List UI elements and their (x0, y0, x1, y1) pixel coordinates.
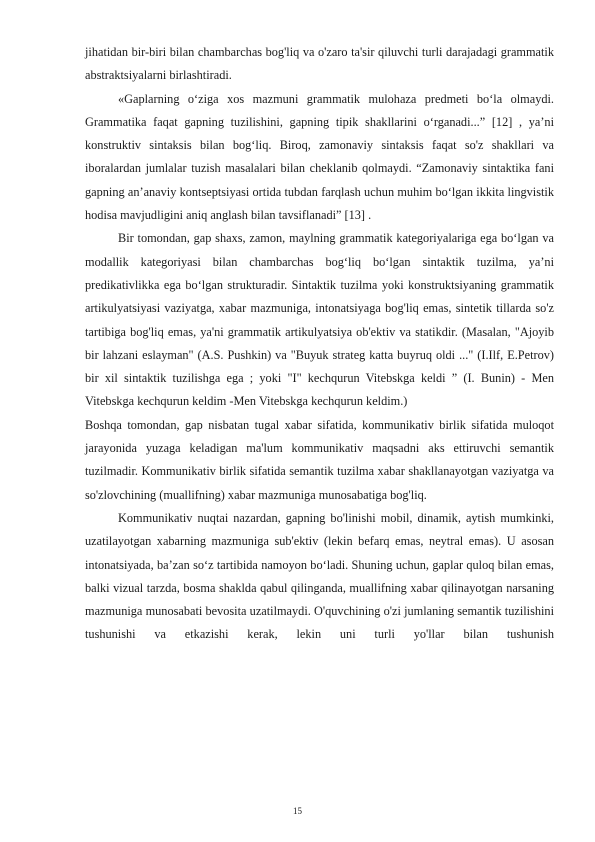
page-number: 15 (293, 806, 302, 816)
paragraph-4: Boshqa tomondan, gap nisbatan tugal xabar sifatida, kommunikativ birlik sifatida muloqot jarayonida yuzaga keladigan ma'lum kommunikativ maqsadni aks ettiruvchi semantik tuzilmadir. Kommunikativ birlik sifatida semantik tuzilma xabar shakllanayotgan vaziyatga va so'zlovchining (muallifning) xabar mazmuniga munosabatiga bog'liq. (85, 417, 554, 502)
body-text (85, 41, 554, 647)
paragraph-3: Bir tomondan, gap shaxs, zamon, maylning grammatik kategoriyalariga ega bo‘lgan va modallik kategoriyasi bilan chambarchas bog‘liq bo‘lgan sintaktik tuzilma, ya’ni predikativlikka ega bo‘lgan strukturadir. Sintaktik tuzilma yoki konstruktsiyaning grammatik artikulyatsiyasi vaziyatga, xabar mazmuniga, intonatsiyaga bog'liq emas, sintetik tillarda so'z tartibiga bog'liq emas, ya'ni grammatik artikulyatsiya ob'ektiv va statikdir. (Masalan, "Ajoyib bir lahzani eslayman" (A.S. Pushkin) va "Buyuk strateg katta buyruq oldi ..." (I.Ilf, E.Petrov) bir xil sintaktik tuzilishga ega ; yoki "I" kechqurun Vitebskga keldi ” (I. Bunin) - Men Vitebskga kechqurun keldim -Men Vitebskga kechqurun keldim.) (85, 231, 554, 409)
paragraph-5: Kommunikativ nuqtai nazardan, gapning bo'linishi mobil, dinamik, aytish mumkinki, uzatilayotgan xabarning mazmuniga sub'ektiv (lekin befarq emas, neytral emas). U asosan intonatsiyada, ba’zan so‘z tartibida namoyon bo‘ladi. Shuning uchun, gaplar quloq bilan emas, balki vizual tarzda, bosma shaklda qabul qilinganda, muallifning xabar qilinayotgan narsaning mazmuniga munosabati bevosita uzatilmaydi. O'quvchining o'zi jumlaning semantik tuzilishini tushunishi va etkazishi kerak, lekin uni turli yo'llar bilan tushunish (85, 510, 554, 642)
paragraph-2: «Gaplarning o‘ziga xos mazmuni grammatik mulohaza predmeti bo‘la olmaydi. Grammatika faqat gapning tuzilishini, gapning tipik shakllarini o‘rganadi...” [12] , ya’ni konstruktiv sintaksis bilan bog‘liq. Biroq, zamonaviy sintaksis faqat so'z shakllari va iboralardan jumlalar tuzish masalalari bilan cheklanib qolmaydi. “Zamonaviy sintaktika fani gapning an’anaviy kontseptsiyasi ortida tubdan farqlash uchun muhim bo‘lgan ikkita lingvistik hodisa mavjudligini aniq anglash bilan tavsiflanadi” [13] . (85, 91, 554, 223)
paragraph-1: jihatidan bir-biri bilan chambarchas bog'liq va o'zaro ta'sir qiluvchi turli darajadagi grammatik abstraktsiyalarni birlashtiradi. (85, 45, 554, 83)
